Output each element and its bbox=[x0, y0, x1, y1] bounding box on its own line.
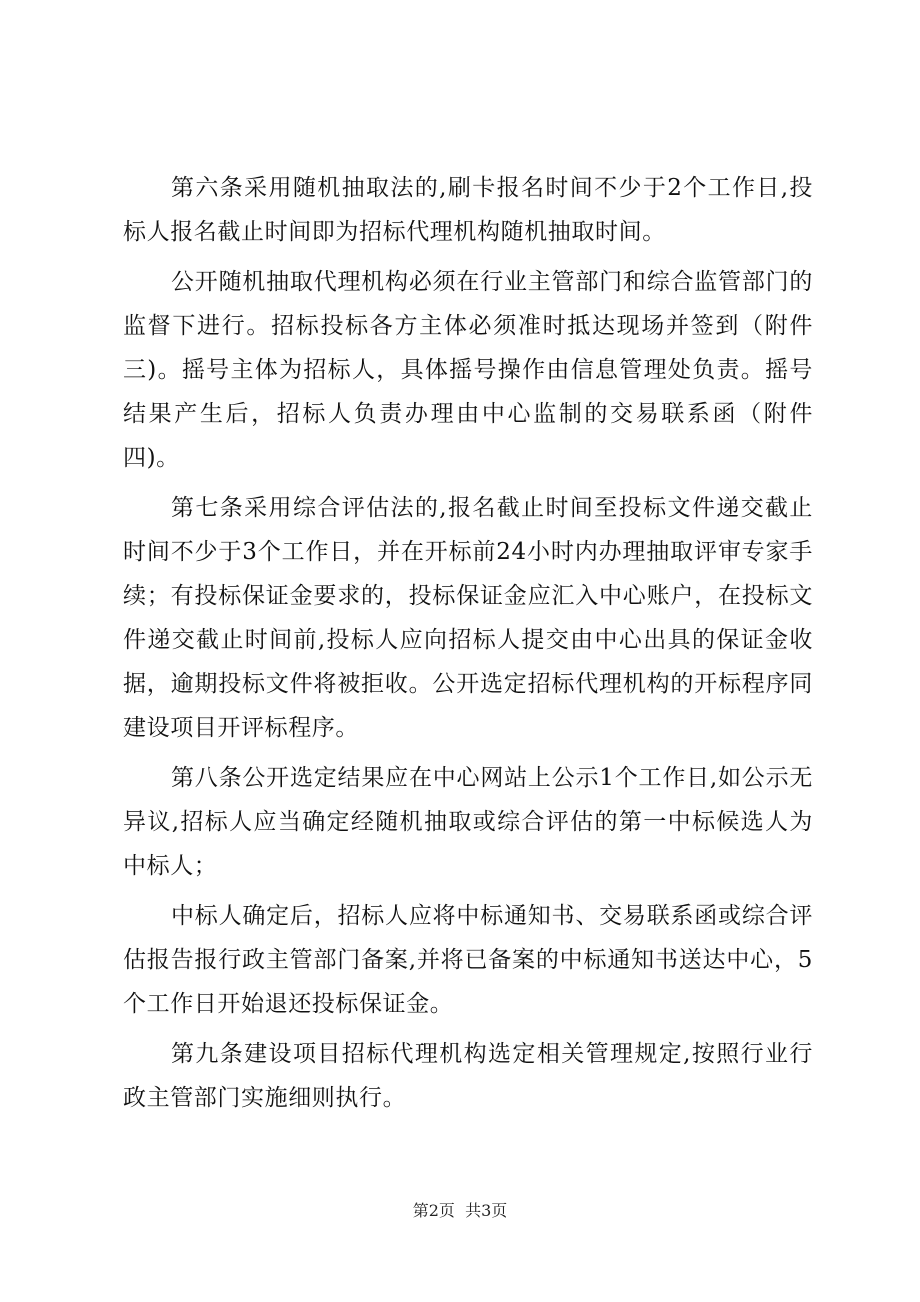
page-number-label: 第2页 共3页 bbox=[412, 1201, 508, 1220]
document-body bbox=[123, 166, 813, 1126]
paragraph-article-9: 第九条建设项目招标代理机构选定相关管理规定,按照行业行政主管部门实施细则执行。 bbox=[123, 1041, 813, 1111]
page-footer bbox=[0, 1198, 920, 1221]
paragraph-article-7: 第七条采用综合评估法的,报名截止时间至投标文件递交截止时间不少于3个工作日，并在开标前24小时内办理抽取评审专家手续；有投标保证金要求的，投标保证金应汇入中心账户，在投标文件递交截止时间前,投标人应向招标人提交由中心出具的保证金收据，逾期投标文件将被拒收。公开选定招标代理机构的开标程序同建设项目开评标程序。 bbox=[123, 495, 813, 741]
paragraph-article-8: 第八条公开选定结果应在中心网站上公示1个工作日,如公示无异议,招标人应当确定经随机抽取或综合评估的第一中标候选人为中标人； bbox=[123, 765, 813, 879]
paragraph-winning-bidder-filing: 中标人确定后，招标人应将中标通知书、交易联系函或综合评估报告报行政主管部门备案,并将已备案的中标通知书送达中心，5个工作日开始退还投标保证金。 bbox=[123, 903, 813, 1017]
paragraph-article-6: 第六条采用随机抽取法的,刷卡报名时间不少于2个工作日,投标人报名截止时间即为招标代理机构随机抽取时间。 bbox=[123, 175, 813, 245]
paragraph-random-draw-supervision: 公开随机抽取代理机构必须在行业主管部门和综合监管部门的监督下进行。招标投标各方主体必须准时抵达现场并签到（附件三)。摇号主体为招标人，具体摇号操作由信息管理处负责。摇号结果产生后，招标人负责办理由中心监制的交易联系函（附件四)。 bbox=[123, 269, 813, 471]
